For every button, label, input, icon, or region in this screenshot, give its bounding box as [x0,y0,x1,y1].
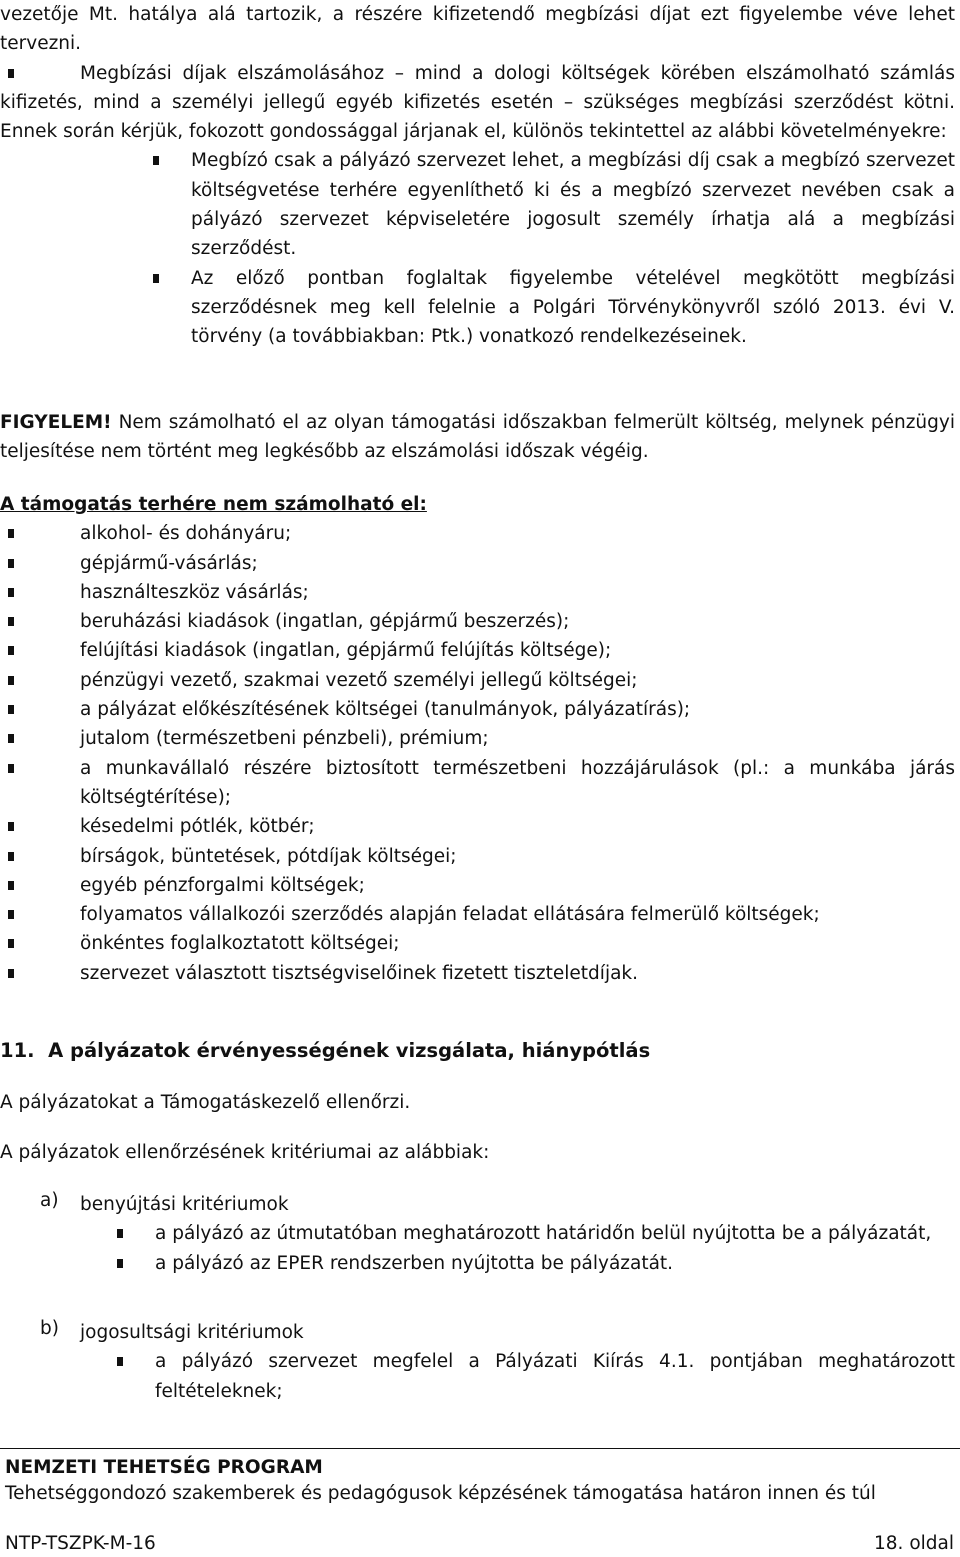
square-bullet-icon [153,274,159,283]
sub-bullet-item [0,146,955,263]
list-item [0,871,955,900]
list-item [0,519,955,548]
list-item-text: szervezet választott tisztségviselőinek fizetett tiszteletdíjak. [80,962,639,984]
enum-label: a) [40,1190,59,1211]
paragraph: A pályázatok ellenőrzésének kritériumai az alábbiak: [0,1142,490,1163]
warning-block [0,408,955,467]
criteria-a [0,1190,955,1278]
square-bullet-icon [8,705,14,714]
square-bullet-icon [8,939,14,948]
warning-text: Nem számolható el az olyan támogatási időszakban felmerült költség, melynek pénzügyi teljesítése nem történt meg legkésőbb az elszámolási időszak végéig. [0,412,955,463]
not-eligible-list [0,519,955,988]
square-bullet-icon [8,881,14,890]
footer-program: NEMZETI TEHETSÉG PROGRAM [5,1457,323,1478]
sub-bullet-text: Az előző pontban foglaltak figyelembe vételével megkötött megbízási szerződésnek meg kell felelnie a Polgári Törvénykönyvről szóló 2013. évi V. törvény (a továbbiakban: Ptk.) vonatkozó rendelkezéseinek. [191,267,955,348]
square-bullet-icon [117,1259,123,1268]
list-item-text: bírságok, büntetések, pótdíjak költségei; [80,845,457,867]
list-item-text: egyéb pénzforgalmi költségek; [80,874,365,896]
criteria-bullet-text: a pályázó szervezet megfelel a Pályázati Kiírás 4.1. pontjában meghatározott feltételeknek; [155,1351,955,1402]
list-item-text: a munkavállaló részére biztosított természetbeni hozzájárulások (pl.: a munkába járás költségtérítése); [80,757,955,808]
list-item [0,549,955,578]
section-number: 11. [0,1039,35,1062]
list-item-text: alkohol- és dohányáru; [80,523,292,545]
square-bullet-icon [8,559,14,568]
square-bullet-icon [8,617,14,626]
square-bullet-icon [117,1357,123,1366]
list-item-text: beruházási kiadások (ingatlan, gépjármű beszerzés); [80,611,570,633]
section-11-para2 [0,1138,955,1167]
criteria-bullet-text: a pályázó az útmutatóban meghatározott határidőn belül nyújtotta be a pályázatát, [155,1223,932,1245]
list-item-text: pénzügyi vezető, szakmai vezető személyi jellegű költségei; [80,669,638,691]
list-item-text: használteszköz vásárlás; [80,581,309,603]
criteria-item [0,1190,955,1219]
square-bullet-icon [153,156,159,165]
list-item [0,666,955,695]
list-item-text: gépjármű-vásárlás; [80,552,258,574]
criteria-bullet [0,1347,955,1406]
list-item [0,607,955,636]
square-bullet-icon [117,1229,123,1238]
square-bullet-icon [8,69,14,78]
square-bullet-icon [8,588,14,597]
criteria-title: jogosultsági kritériumok [80,1322,304,1343]
list-item [0,842,955,871]
paragraph: A pályázatokat a Támogatáskezelő ellenőrzi. [0,1092,411,1113]
bullet-text: Megbízási díjak elszámolásához – mind a dologi költségek körében elszámolható számlás kifizetés, mind a személyi jellegű egyéb kifizetés esetén – szükséges megbízási szerződést kötni. Ennek során kérjük, fokozott gondossággal járjanak el, különös tekintettel az alábbi követelményekre: [0,62,955,143]
section-11-para1 [0,1088,955,1117]
not-eligible-section [0,490,955,988]
criteria-bullet [0,1219,955,1248]
enum-label: b) [40,1318,59,1339]
list-item-text: jutalom (természetbeni pénzbeli), prémium; [80,728,489,750]
footer-subtitle: Tehetséggondozó szakemberek és pedagógusok képzésének támogatása határon innen és túl [5,1483,876,1504]
criteria-title: benyújtási kritériumok [80,1194,289,1215]
list-item [0,578,955,607]
square-bullet-icon [8,764,14,773]
criteria-bullet [0,1249,955,1278]
warning-label: FIGYELEM! [0,412,112,433]
list-item-text: a pályázat előkészítésének költségei (tanulmányok, pályázatírás); [80,699,691,721]
list-item-text: önkéntes foglalkoztatott költségei; [80,933,400,955]
square-bullet-icon [8,852,14,861]
list-item-text: késedelmi pótlék, kötbér; [80,816,315,838]
sub-bullet-text: Megbízó csak a pályázó szervezet lehet, a megbízási díj csak a megbízó szervezet költségvetése terhére egyenlíthető ki és a megbízó szervezet nevében csak a pályázó szervezet képviseletére jogosult személy írhatja alá a megbízási szerződést. [191,150,955,260]
list-item [0,929,955,958]
square-bullet-icon [8,676,14,685]
list-item-text: felújítási kiadások (ingatlan, gépjármű felújítás költsége); [80,640,612,662]
list-item-text: folyamatos vállalkozói szerződés alapján feladat ellátására felmerülő költségek; [80,904,820,926]
section-heading: A támogatás terhére nem számolható el: [0,494,427,515]
sub-bullet-item [0,264,955,352]
square-bullet-icon [8,529,14,538]
criteria-item [0,1318,955,1347]
criteria-b [0,1318,955,1406]
footer-divider [0,1448,960,1449]
criteria-bullet-text: a pályázó az EPER rendszerben nyújtotta be pályázatát. [155,1252,674,1274]
intro-paragraph: vezetője Mt. hatálya alá tartozik, a részére kifizetendő megbízási díjat ezt figyelembe véve lehet tervezni. [0,4,955,55]
list-item [0,695,955,724]
bullet-item [0,59,955,147]
warning-paragraph [0,408,955,467]
page-number: 18. oldal [874,1533,954,1554]
section-11 [0,1036,955,1065]
square-bullet-icon [8,646,14,655]
list-item [0,959,955,988]
square-bullet-icon [8,822,14,831]
footer-code: NTP-TSZPK-M-16 [5,1533,156,1554]
square-bullet-icon [8,734,14,743]
section-title-text: A pályázatok érvényességének vizsgálata, hiánypótlás [48,1039,651,1062]
list-item [0,812,955,841]
square-bullet-icon [8,969,14,978]
section-title [0,1036,955,1065]
list-item [0,754,955,813]
list-item [0,900,955,929]
square-bullet-icon [8,910,14,919]
list-item [0,724,955,753]
intro-block [0,0,955,352]
list-item [0,636,955,665]
